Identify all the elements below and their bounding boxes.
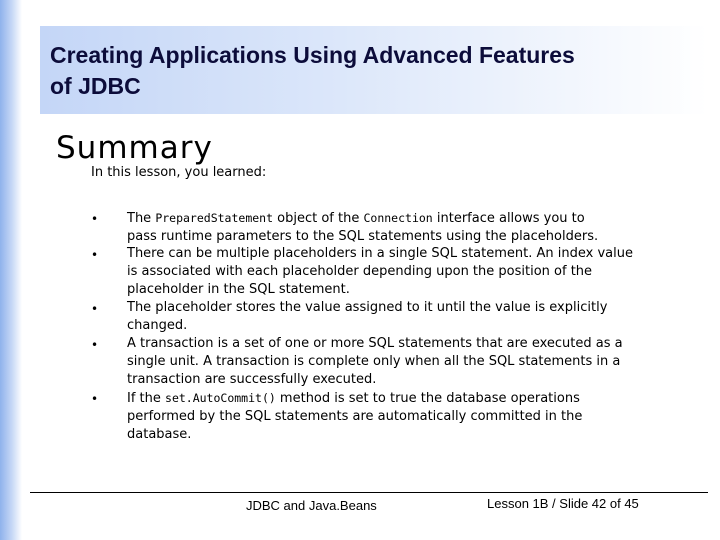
- bullet-first-line: [127, 209, 683, 228]
- bullet-continuation-line: database.: [127, 427, 192, 442]
- bullet-text: [127, 209, 683, 246]
- bullet-icon: •: [91, 302, 99, 316]
- bullet-first-line: [127, 389, 683, 408]
- bullet-continuation-line: changed.: [127, 318, 188, 333]
- bullet-text-run: The placeholder stores the value assigned to it until the value is explicitly: [127, 300, 608, 315]
- code-term: set.AutoCommit(): [165, 391, 276, 405]
- bullet-continuation-line: is associated with each placeholder depending upon the position of the: [127, 264, 593, 279]
- bullet-text-run: method is set to true the database operations: [275, 391, 580, 406]
- slide-title-line-2: of JDBC: [50, 73, 141, 99]
- intro-text: In this lesson, you learned:: [91, 165, 267, 180]
- footer-divider: [30, 492, 708, 493]
- slide-title: [50, 40, 690, 102]
- bullet-text-run: The: [127, 211, 156, 226]
- bullet-icon: •: [91, 248, 99, 262]
- bullet-text-run: A transaction is a set of one or more SQL statements that are executed as a: [127, 336, 623, 351]
- slide-title-line-1: Creating Applications Using Advanced Features: [50, 42, 575, 68]
- bullet-text-run: interface allows you to: [432, 211, 585, 226]
- code-term: Connection: [363, 211, 433, 225]
- bullet-text: [127, 335, 683, 389]
- bullet-icon: •: [91, 392, 99, 406]
- section-heading: Summary: [56, 130, 213, 166]
- bullet-continuation-line: single unit. A transaction is complete only when all the SQL statements in a: [127, 354, 621, 369]
- bullet-text: [127, 245, 683, 299]
- bullet-first-line: [127, 245, 683, 263]
- bullet-text: [127, 299, 683, 335]
- bullet-continuation-line: performed by the SQL statements are automatically committed in the: [127, 409, 583, 424]
- bullet-continuation-line: pass runtime parameters to the SQL statements using the placeholders.: [127, 229, 599, 244]
- bullet-first-line: [127, 335, 683, 353]
- bullet-first-line: [127, 299, 683, 317]
- bullet-continuation-line: transaction are successfully executed.: [127, 372, 377, 387]
- bullet-text-run: There can be multiple placeholders in a single SQL statement. An index value: [127, 246, 633, 261]
- code-term: PreparedStatement: [155, 211, 274, 225]
- bullet-icon: •: [91, 212, 99, 226]
- footer-slide-info: Lesson 1B / Slide 42 of 45: [487, 496, 639, 511]
- bullet-text-run: object of the: [273, 211, 364, 226]
- footer-course-title: JDBC and Java.Beans: [246, 498, 377, 513]
- bullet-text: [127, 389, 683, 444]
- bullet-icon: •: [91, 338, 99, 352]
- left-gradient-bar: [0, 0, 22, 540]
- bullet-text-run: If the: [127, 391, 166, 406]
- bullet-continuation-line: placeholder in the SQL statement.: [127, 282, 350, 297]
